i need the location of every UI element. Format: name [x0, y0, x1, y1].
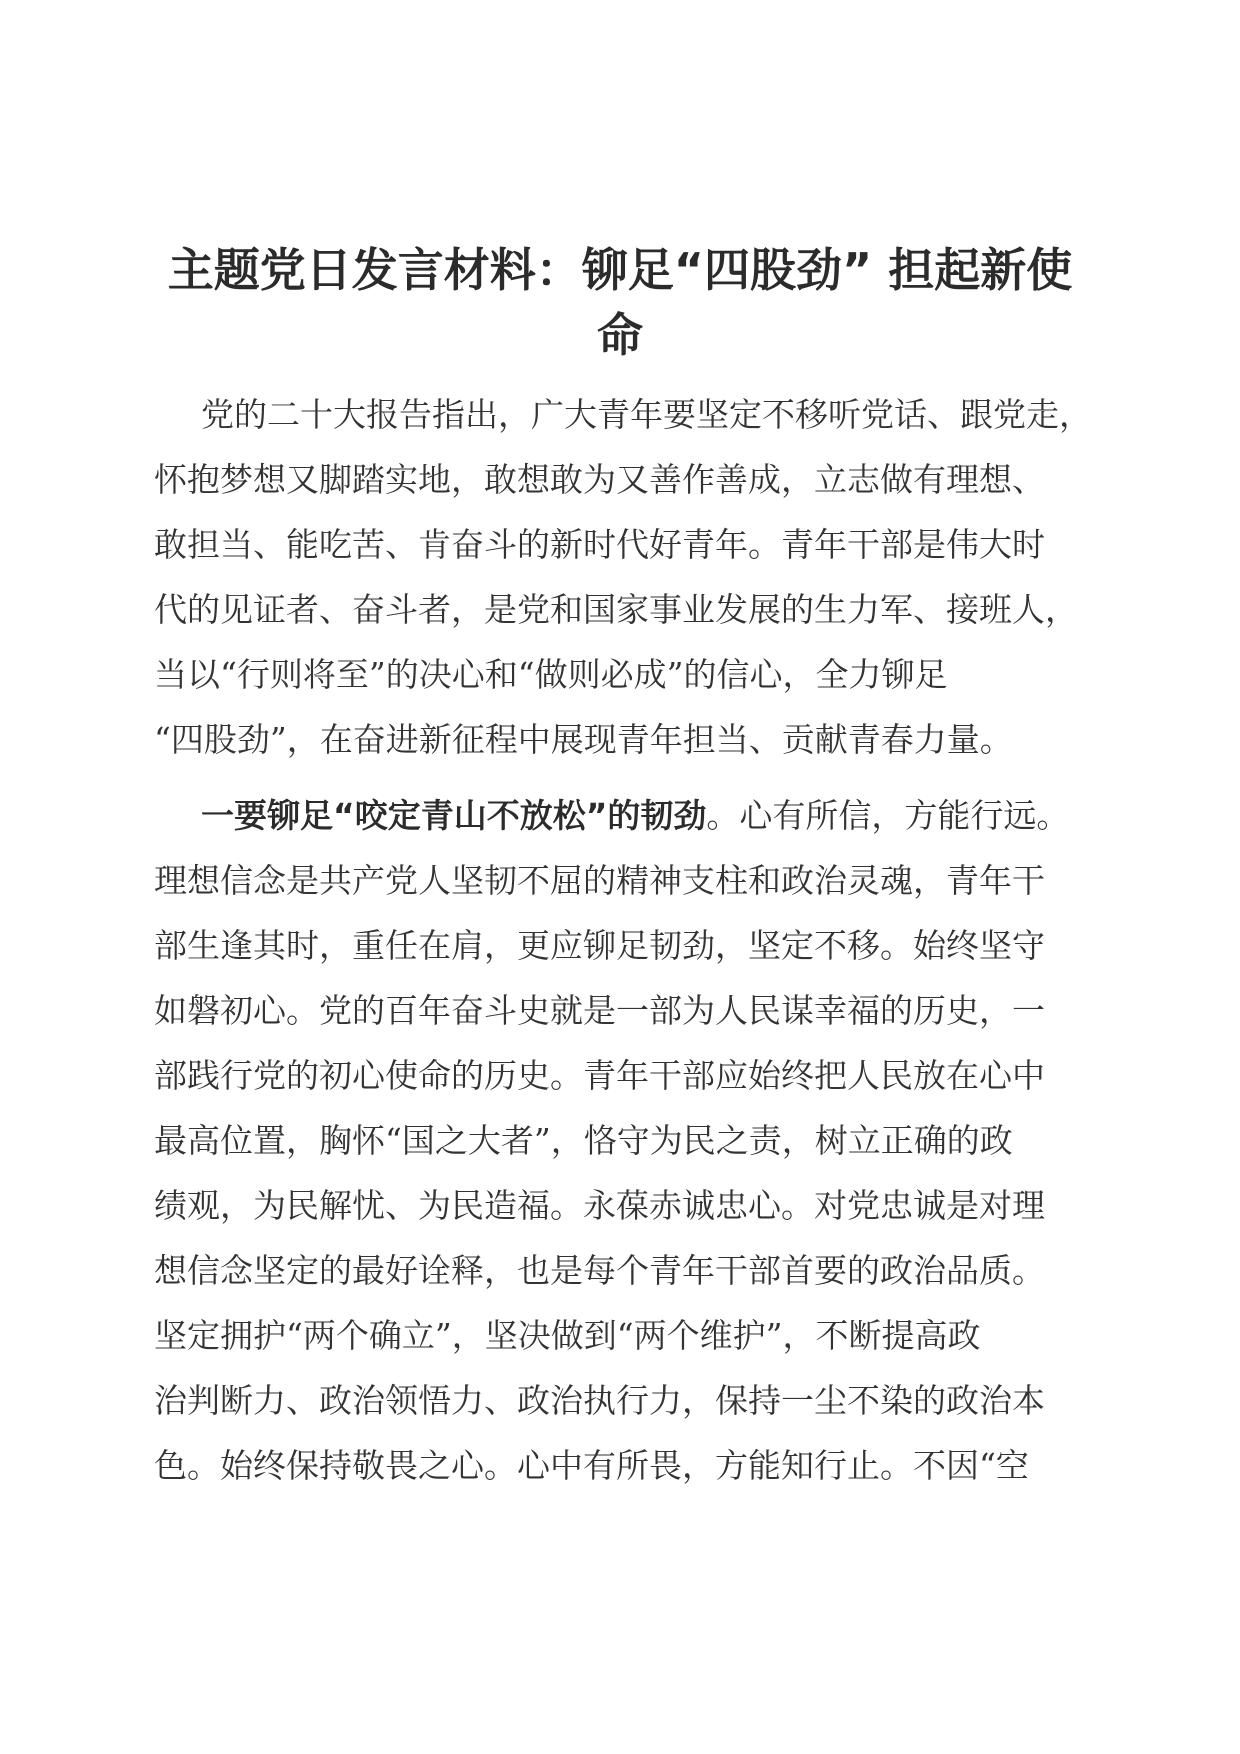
document-title [150, 238, 1090, 368]
text-line: 色。始终保持敬畏之心。心中有所畏，方能知行止。不因“空 [154, 1446, 1029, 1485]
text-line: 最高位置，胸怀“国之大者”，恪守为民之责，树立正确的政 [154, 1121, 1013, 1160]
text-line: 敢担当、能吃苦、肯奋斗的新时代好青年。青年干部是伟大时 [154, 525, 1045, 564]
text-line: 坚定拥护“两个确立”，坚决做到“两个维护”，不断提高政 [154, 1316, 981, 1355]
title-line-2: 命 [597, 308, 643, 362]
title-line-1: 主题党日发言材料：铆足“四股劲” 担起新使 [167, 243, 1073, 297]
section-heading: 一要铆足“咬定青山不放松”的韧劲 [201, 796, 707, 835]
text-line: 怀抱梦想又脚踏实地，敢想敢为又善作善成，立志做有理想、 [154, 460, 1045, 499]
text-line [154, 783, 1089, 848]
text-line: 理想信念是共产党人坚韧不屈的精神支柱和政治灵魂，青年干 [154, 861, 1045, 900]
text-line: 部践行党的初心使命的历史。青年干部应始终把人民放在心中 [154, 1056, 1045, 1095]
text-line: 当以“行则将至”的决心和“做则必成”的信心，全力铆足 [154, 655, 948, 694]
text-line: 代的见证者、奋斗者，是党和国家事业发展的生力军、接班人， [154, 590, 1078, 629]
text-line: “四股劲”，在奋进新征程中展现青年担当、贡献青春力量。 [154, 720, 1013, 759]
text-line: 治判断力、政治领悟力、政治执行力，保持一尘不染的政治本 [154, 1381, 1045, 1420]
text-line: 党的二十大报告指出，广大青年要坚定不移听党话、跟党走， [201, 395, 1092, 434]
text-line: 想信念坚定的最好诠释，也是每个青年干部首要的政治品质。 [154, 1251, 1045, 1290]
text-run: 。心有所信，方能行远。 [706, 796, 1070, 835]
paragraph-2 [154, 783, 1089, 1498]
text-line: 部生逢其时，重任在肩，更应铆足韧劲，坚定不移。始终坚守 [154, 926, 1045, 965]
text-line: 如磐初心。党的百年奋斗史就是一部为人民谋幸福的历史，一 [154, 991, 1045, 1030]
paragraph-1 [154, 382, 1092, 772]
text-line: 绩观，为民解忧、为民造福。永葆赤诚忠心。对党忠诚是对理 [154, 1186, 1045, 1225]
